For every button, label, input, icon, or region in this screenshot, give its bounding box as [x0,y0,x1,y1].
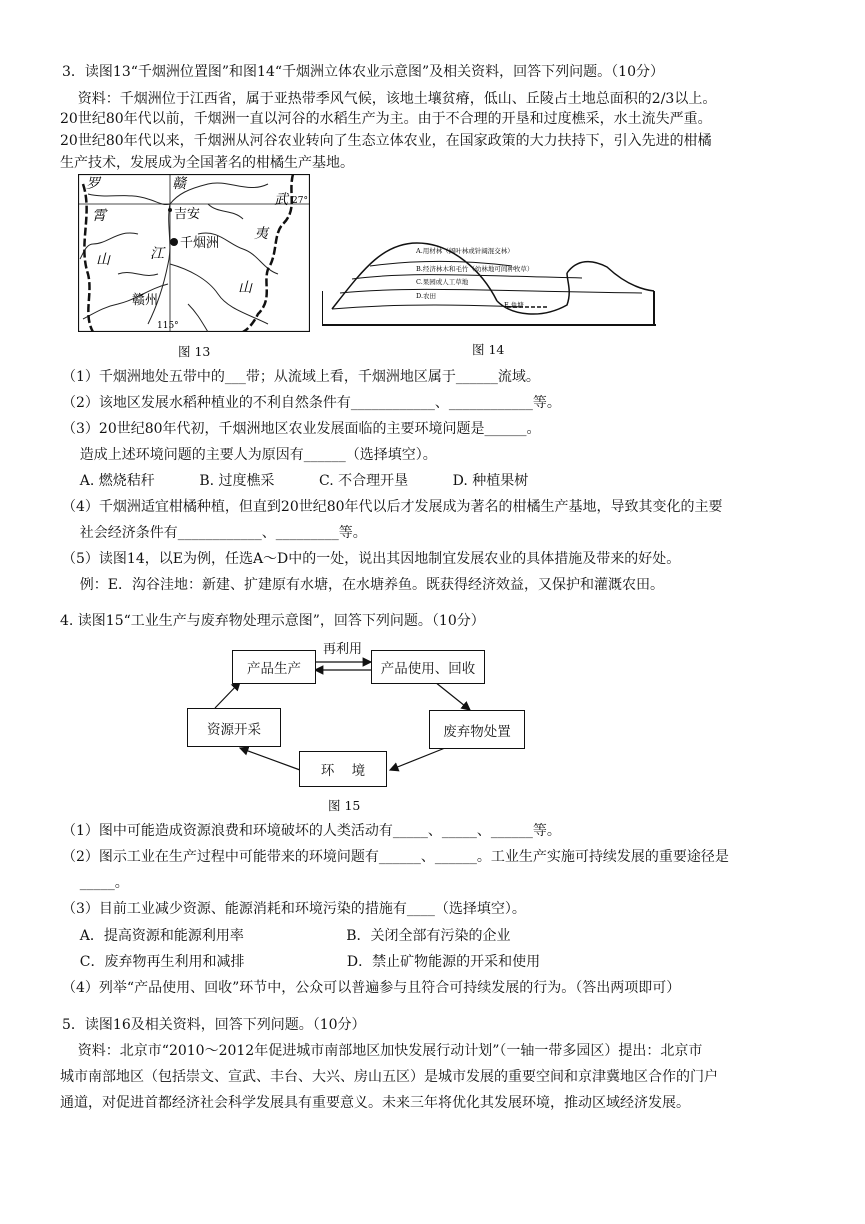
fig15-caption: 图 15 [328,798,361,813]
map-figure-13 [78,174,310,332]
box-production: 产品生产 [232,650,316,684]
q3-options: A. 燃烧秸秆 B. 过度樵采 C. 不合理开垦 D. 种植果树 [62,473,529,489]
q3-question-2: （2）该地区发展水稻种植业的不利自然条件有____________、____________等。 [62,395,561,411]
box-mining: 资源开采 [187,708,281,747]
q5-material-1: 资料：北京市“2010～2012年促进城市南部地区加快发展行动计划”（一轴一带多园区）提出：北京市 [60,1043,703,1059]
map-label-wu: 武 [274,192,288,208]
q5-title: 5．读图16及相关资料，回答下列问题。（10分） [62,1017,366,1033]
q3-question-3b: 造成上述环境问题的主要人为原因有______（选择填空）。 [62,447,437,463]
profile-label-c: C.果园或人工草地 [416,278,469,286]
q3-question-1: （1）千烟洲地处五带中的___带；从流域上看，千烟洲地区属于______流域。 [62,369,540,385]
map-label-115: 115° [157,321,179,331]
profile-figure-14 [322,231,656,327]
q4-question-1: （1）图中可能造成资源浪费和环境破坏的人类活动有_____、_____、______等。 [62,823,561,839]
map-label-shan-e: 山 [238,280,252,296]
q4-question-4: （4）列举“产品使用、回收”环节中，公众可以普遍参与且符合可持续发展的行为。（答出两项即可） [62,980,681,996]
profile-label-e: E.鱼塘 [504,301,524,309]
q3-question-4: （4）千烟洲适宜柑橘种植，但直到20世纪80年代以后才发展成为著名的柑橘生产基地，导致其变化的主要 [62,499,723,515]
q4-question-2: （2）图示工业在生产过程中可能带来的环境问题有______、______。工业生产实施可持续发展的重要途径是 [62,849,729,865]
profile-label-b: B.经济林木和毛竹（幼林地可间种牧草） [416,265,534,273]
q4-options-cd: C．废弃物再生利用和减排 D．禁止矿物能源的开采和使用 [62,954,541,970]
map-label-xiao: 霄 [92,208,106,224]
q4-options-ab: A．提高资源和能源利用率 B．关闭全部有污染的企业 [62,928,511,944]
q5-material-3: 通道，对促进首都经济社会科学发展具有重要意义。未来三年将优化其发展环境，推动区域经济发展。 [60,1095,690,1111]
q4-title: 4. 读图15“工业生产与废弃物处理示意图”，回答下列问题。（10分） [60,613,485,629]
profile-label-a: A.用材林（阔叶林或针阔混交林） [416,247,514,255]
map-label-jiang: 江 [150,246,164,262]
reuse-label: 再利用 [323,642,363,657]
q3-question-3: （3）20世纪80年代初，千烟洲地区农业发展面临的主要环境问题是______。 [62,421,541,437]
map-label-ganzhou: 赣州 [132,293,159,308]
q3-title: 3．读图13“千烟洲位置图”和图14“千烟洲立体农业示意图”及相关资料，回答下列问题。（10分） [62,64,664,80]
q3-example: 例：E．沟谷洼地：新建、扩建原有水塘，在水塘养鱼。既获得经济效益，又保护和灌溉农田。 [62,577,665,593]
q3-question-4b: 社会经济条件有____________、_________等。 [62,525,367,541]
q3-question-5: （5）读图14，以E为例，任选A～D中的一处，说出其因地制宜发展农业的具体措施及带来的好处。 [62,551,681,567]
box-use-recycle: 产品使用、回收 [371,650,485,684]
q3-material-3: 20世纪80年代以来，千烟洲从河谷农业转向了生态立体农业，在国家政策的大力扶持下，引入先进的柑橘 [60,133,712,149]
map-label-yi: 夷 [254,226,268,242]
box-waste: 废弃物处置 [429,710,525,749]
q4-question-2b: _____。 [62,875,129,891]
map-label-27: 27° [292,196,308,206]
q3-material-1: 资料：千烟洲位于江西省，属于亚热带季风气候，该地土壤贫瘠，低山、丘陵占土地总面积的2/3以上。 [60,91,717,107]
map-label-gan: 赣 [172,176,186,192]
profile-label-d: D.农田 [416,292,437,300]
fig14-caption: 图 14 [472,342,505,357]
fig13-caption: 图 13 [178,344,211,359]
q3-material-4: 生产技术，发展成为全国著名的柑橘生产基地。 [60,155,354,171]
q3-material-2: 20世纪80年代以前，千烟洲一直以河谷的水稻生产为主。由于不合理的开垦和过度樵采，水土流失严重。 [60,111,712,127]
box-environment: 环 境 [299,751,387,787]
map-label-qianyanzhou: 千烟洲 [180,236,220,251]
map-label-luo: 罗 [86,176,100,192]
q5-material-2: 城市南部地区（包括崇文、宣武、丰台、大兴、房山五区）是城市发展的重要空间和京津冀地区合作的门户 [60,1069,718,1085]
map-label-shan-w: 山 [96,252,110,268]
q4-question-3: （3）目前工业减少资源、能源消耗和环境污染的措施有____（选择填空）。 [62,901,526,917]
map-label-jian: 吉安 [174,207,201,222]
